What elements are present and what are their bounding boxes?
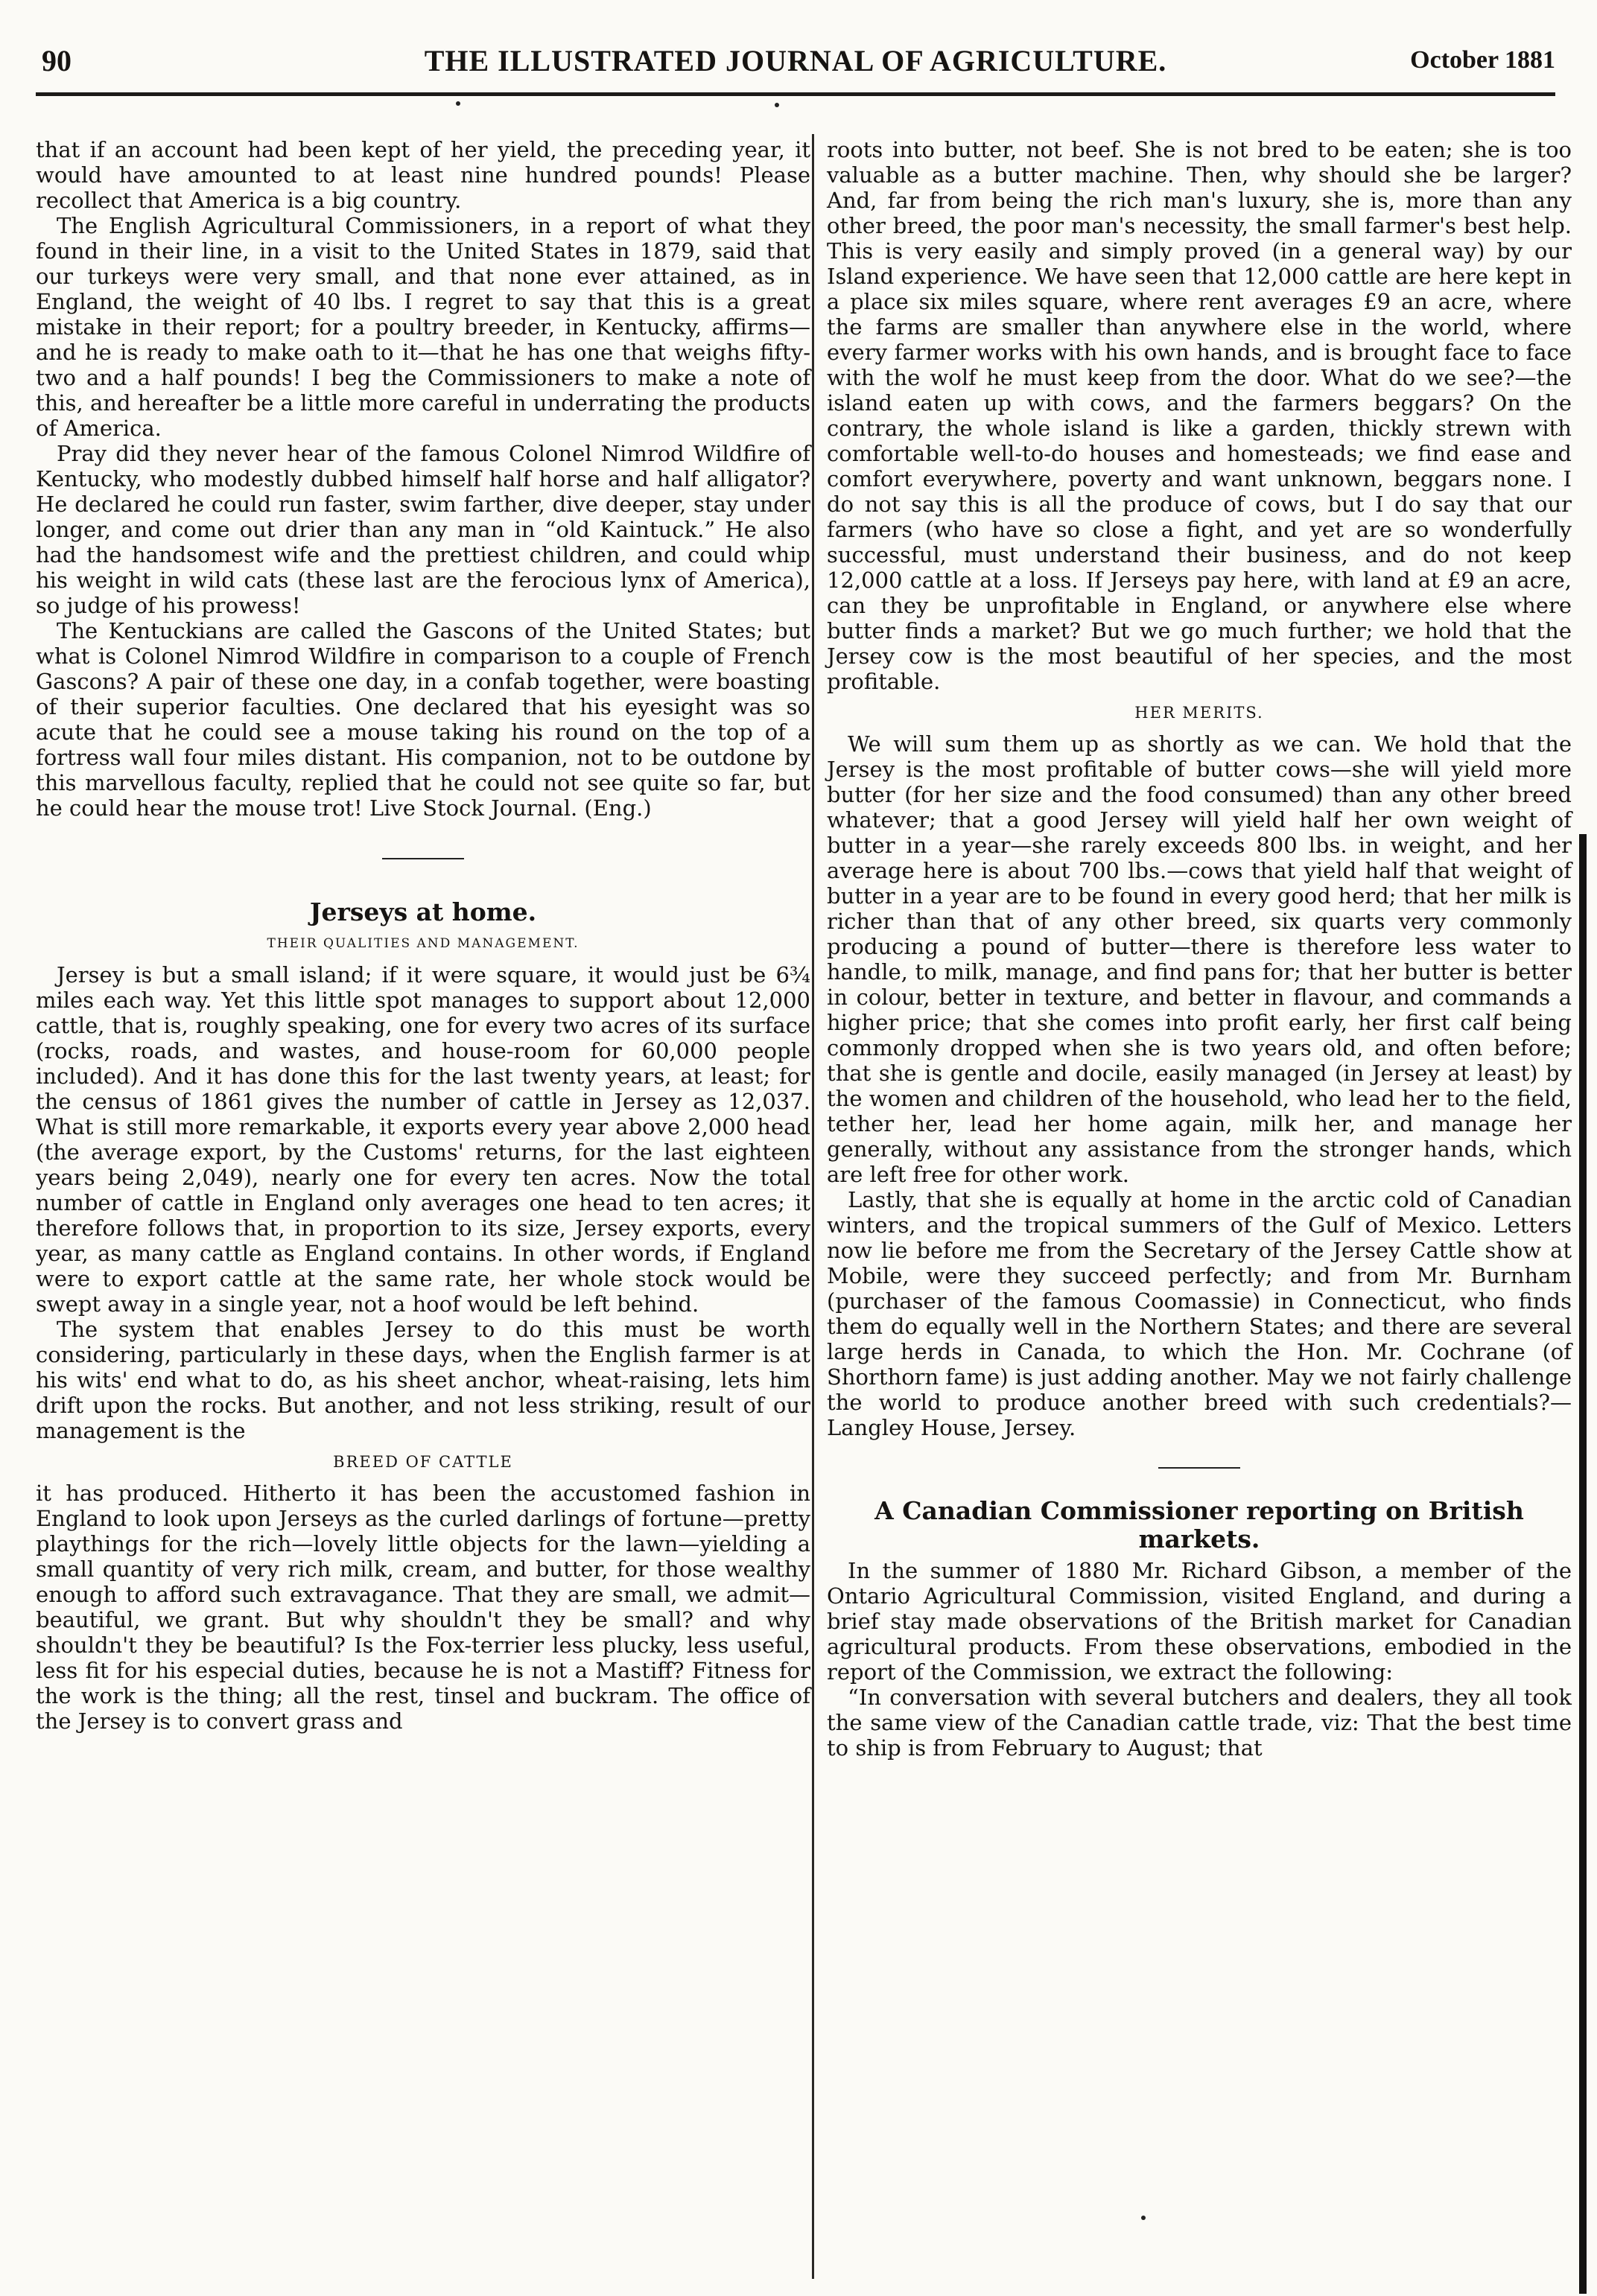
section-heading: HER MERITS. [1134,704,1264,722]
issue-date: October 1881 [1410,46,1555,74]
paragraph: that if an account had been kept of her yield, the preceding year, it would have amounted to at least nine hundred pounds! Please recollect that America is a big country. [36,137,810,213]
section-heading: BREED OF CATTLE [333,1453,513,1471]
article-subtitle: THEIR QUALITIES AND MANAGEMENT. [267,936,580,951]
left-column [36,137,810,1734]
print-speck [775,103,779,107]
page-number: 90 [42,44,72,77]
paragraph: Jersey is but a small island; if it were square, it would just be 6¾ miles each way. Yet this little spot manages to support about 12,000 cattle, that is, roughly speaking, one for every two acres of its surface (rocks, roads, and wastes, and house-room for 60,000 people included). And it has done this for the last twenty years, at least; for the census of 1861 gives the number of cattle in Jersey as 12,037. What is still more remarkable, it exports every year above 2,000 head (the average export, by the Customs' returns, for the last eighteen years being 2,049), nearly one for every ten acres. Now the total number of cattle in England only averages one head to ten acres; it therefore follows that, in proportion to its size, Jersey exports, every year, as many cattle as England contains. In other words, if England were to export cattle at the same rate, her whole stock would be swept away in a single year, not a hoof would be left behind. [36,962,810,1317]
paragraph: We will sum them up as shortly as we can. We hold that the Jersey is the most profitable of butter cows—she will yield more butter (for her size and the food consumed) than any other breed whatever; that a good Jersey will yield half her own weight of butter in a year—she rarely exceeds 800 lbs. in weight, and her average here is about 700 lbs.—cows that yield half that weight of butter in a year are to be found in every good herd; that her milk is richer than that of any other breed, six quarts very commonly producing a pound of butter—there is therefore less water to handle, to milk, manage, and find pans for; that her butter is better in colour, better in texture, and better in flavour, and commands a higher price; that she comes into profit early, her first calf being commonly dropped when she is two years old, and often before; that she is gentle and docile, easily managed (in Jersey at least) by the women and children of the household, who lead her to the field, tether her, lead her home again, milk her, and manage her generally, without any assistance from the stronger hands, which are left free for other work. [827,731,1572,1187]
print-speck [456,101,460,106]
column-divider [812,134,814,2279]
article-title: A Canadian Commissioner reporting on British markets. [874,1496,1524,1554]
article-title: Jerseys at home. [309,897,537,926]
page-edge-shadow [1579,834,1587,2294]
header-rule [36,92,1555,96]
paragraph: roots into butter, not beef. She is not bred to be eaten; she is too valuable as a butter machine. Then, why should she be larger? And, far from being the rich man's luxury, she is, more than any other breed, the poor man's necessity, the small farmer's best help. This is very easily and simply proved (in a general way) by our Island experience. We have seen that 12,000 cattle are here kept in a place six miles square, where rent averages £9 an acre, where the farms are smaller than anywhere else in the world, where every farmer works with his own hands, and is brought face to face with the wolf he must keep from the door. What do we see?—the island eaten up with cows, and the farmers beggars? On the contrary, the whole island is like a garden, thickly strewn with comfortable well-to-do houses and homesteads; we find ease and comfort everywhere, poverty and want unknown, beggars none. I do not say this is all the produce of cows, but I do say that our farmers (who have so close a fight, and yet are so wonderfully successful, must understand their business, and do not keep 12,000 cattle at a loss. If Jerseys pay here, with land at £9 an acre, can they be unprofitable in England, or anywhere else where butter finds a market? But we go much further; we hold that the Jersey cow is the most beautiful of her species, and the most profitable. [827,137,1572,694]
paragraph: “In conversation with several butchers and dealers, they all took the same view of the Canadian cattle trade, viz: That the best time to ship is from February to August; that [827,1685,1572,1761]
page-header [36,39,1555,83]
paragraph: The English Agricultural Commissioners, in a report of what they found in their line, in a visit to the United States in 1879, said that our turkeys were very small, and that none ever attained, as in England, the weight of 40 lbs. I regret to say that this is a great mistake in their report; for a poultry breeder, in Kentucky, affirms—and he is ready to make oath to it—that he has one that weighs fifty-two and a half pounds! I beg the Commissioners to make a note of this, and hereafter be a little more careful in underrating the products of America. [36,213,810,441]
paragraph: Pray did they never hear of the famous Colonel Nimrod Wildfire of Kentucky, who modestly dubbed himself half horse and half alligator? He declared he could run faster, swim farther, dive deeper, stay under longer, and come out drier than any man in “old Kaintuck.” He also had the handsomest wife and the prettiest children, and could whip his weight in wild cats (these last are the ferocious lynx of America), so judge of his prowess! [36,441,810,618]
right-column [827,137,1572,1761]
paragraph: Lastly, that she is equally at home in the arctic cold of Canadian winters, and the tropical summers of the Gulf of Mexico. Letters now lie before me from the Secretary of the Jersey Cattle show at Mobile, were they succeed perfectly; and from Mr. Burnham (purchaser of the famous Coomassie) in Connecticut, who finds them do equally well in the Northern States; and there are several large herds in Canada, to which the Hon. Mr. Cochrane (of Shorthorn fame) is just adding another. May we not fairly challenge the world to produce another breed with such credentials?—Langley House, Jersey. [827,1187,1572,1440]
paragraph: In the summer of 1880 Mr. Richard Gibson, a member of the Ontario Agricultural Commission, visited England, and during a brief stay made observations of the British market for Canadian agricultural products. From these observations, embodied in the report of the Commission, we extract the following: [827,1558,1572,1685]
article-divider [1158,1467,1240,1469]
print-speck [1141,2216,1146,2220]
article-divider [382,858,464,859]
journal-title: THE ILLUSTRATED JOURNAL OF AGRICULTURE. [424,44,1167,77]
paragraph: it has produced. Hitherto it has been the accustomed fashion in England to look upon Jerseys as the curled darlings of fortune—pretty playthings for the rich—lovely little objects for the lawn—yielding a small quantity of very rich milk, cream, and butter, for those wealthy enough to afford such extravagance. That they are small, we admit—beautiful, we grant. But why shouldn't they be small? and why shouldn't they be beautiful? Is the Fox-terrier less plucky, less useful, less fit for his especial duties, because he is not a Mastiff? Fitness for the work is the thing; all the rest, tinsel and buckram. The office of the Jersey is to convert grass and [36,1481,810,1734]
paragraph: The Kentuckians are called the Gascons of the United States; but what is Colonel Nimrod Wildfire in comparison to a couple of French Gascons? A pair of these one day, in a confab together, were boasting of their superior faculties. One declared that his eyesight was so acute that he could see a mouse taking his round on the top of a fortress wall four miles distant. His companion, not to be outdone by this marvellous faculty, replied that he could not see quite so far, but he could hear the mouse trot! Live Stock Journal. (Eng.) [36,618,810,821]
paragraph: The system that enables Jersey to do this must be worth considering, particularly in these days, when the English farmer is at his wits' end what to do, as his sheet anchor, wheat-raising, lets him drift upon the rocks. But another, and not less striking, result of our management is the [36,1317,810,1443]
